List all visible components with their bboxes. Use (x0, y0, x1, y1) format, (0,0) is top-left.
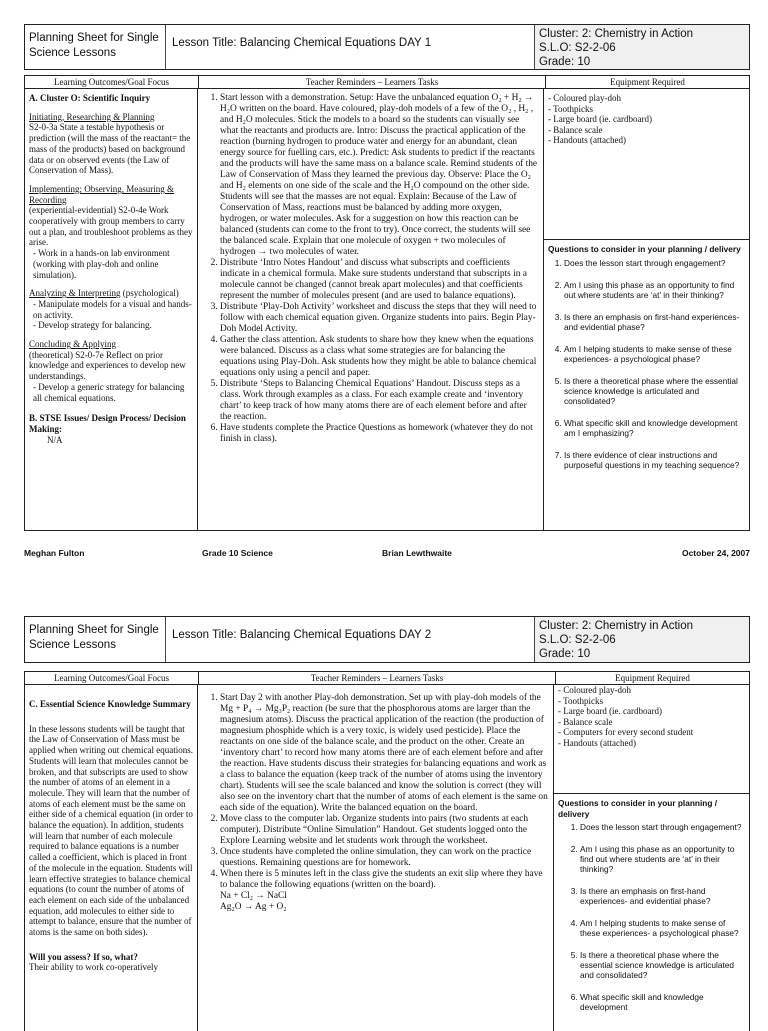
grade-label: Grade: 10 (539, 648, 591, 660)
equipment-item: - Handouts (attached) (558, 737, 636, 748)
sheet-body (24, 671, 750, 1031)
section-b-value: N/A (47, 434, 63, 445)
analyzing-heading: Analyzing & Interpreting (29, 288, 121, 299)
question-item: 4. Am I helping students to make sense of these experiences- a psychological phase? (564, 344, 745, 364)
equipment-item: - Coloured play-doh (548, 93, 621, 103)
tasks-column (198, 685, 554, 1031)
equipment-item: - Large board (ie. cardboard) (558, 706, 663, 716)
col-head-equipment: Equipment Required (610, 77, 685, 87)
planning-sheet-day1 (24, 24, 750, 558)
divider (544, 239, 749, 240)
question-item: 2. Am I using this phase as an opportunity to find out where students are ‘at’ in their thinking? (564, 280, 745, 300)
question-item: 5. Is there a theoretical phase where the essential science knowledge is articulated and consolidated? (564, 376, 745, 406)
task-item: 2. Move class to the computer lab. Organize students into pairs (two students at each computer). Distribute “Online Simulation” Handout. Get students logged onto the Explore Learning website and let students work through the worksheet. (220, 814, 549, 847)
assess-heading: Will you assess? If so, what? (29, 951, 138, 962)
equipment-item: - Handouts (attached) (548, 135, 626, 145)
equipment-item: - Toothpicks (548, 103, 593, 114)
task-item: 1. Start lesson with a demonstration. Setup: Have the unbalanced equation O₂ + H₂ → H₂O written on the board. Have coloured, play-doh models of a few of the O₂ , H₂ , and H₂O molecules. Stick the models to a board so the students can visually see what the reactants and products are. Intro: Discuss the practical application of the reaction (burning hydrogen to produce water and energy for an abundant, clean energy source for fuelling cars, etc.). Predict: Ask students to predict if the reactants and the products will have the same mass on a balance scale. Remind students of the Law of Conservation of Mass they learned the previous day. Observe: Place the O₂ and H₂ elements on one side of the scale and the H₂O compound on the other side. Students will see that the masses are not equal. Explain: Because of the Law of Conservation of Mass, reactions must be balanced by adding more oxygen, hydrogen, or water molecules. Ask for a suggestion on how this reaction can be balanced (students can come to the front to try). Once correct, the students will see the balanced scale. Explain that one molecule of oxygen + two molecules of hydrogen → two molecules of water. (220, 93, 539, 258)
exit-equation: Na + Cl₂ → NaCl (220, 891, 287, 901)
question-item: 7. Is there evidence of clear instructions and purposeful questions in my teaching sequence? (564, 450, 745, 470)
footer-author: Meghan Fulton (24, 548, 85, 558)
concluding-bullet: - Develop a generic strategy for balancing all chemical equations. (33, 381, 185, 403)
sheet-body (24, 75, 750, 531)
question-item: 4. Am I helping students to make sense of these experiences- a psychological phase? (580, 918, 745, 938)
grade-label: Grade: 10 (539, 56, 591, 68)
question-item: 6. What specific skill and knowledge development am I emphasizing? (564, 418, 745, 438)
outcomes-column (25, 89, 198, 531)
implementing-heading: Implementing; Observing, Measuring & Recording (29, 183, 174, 205)
col-head-outcomes: Learning Outcomes/Goal Focus (25, 76, 199, 88)
knowledge-summary: In these lessons students will be taught that the Law of Conservation of Mass must be applied when writing out chemical equations. Students will learn that molecules cannot be broken, and that subscripts are used to show the number of atoms of an element in a molecule. They will learn that the number of atoms of each element must be the same on either side of a chemical equation (in order to balance the equation). In addition, students will learn that number of each molecule required to balance equations is a number called a coefficient, which is placed in front of the molecule in the equation. Students will learn effective strategies to balance chemical equations (to count the number of atoms of each element on each side of the unbalanced equation, add molecules to either side to attempt to balance, ensure that the number of atoms is the same on both sides). (29, 723, 193, 938)
footer-course: Grade 10 Science (202, 548, 273, 558)
column-headers (25, 76, 749, 89)
equipment-item: - Computers for every second student (558, 727, 694, 737)
implementing-text: (experiential-evidential) S2-0-4e Work cooperatively with group members to carry out a plan, and troubleshoot problems as they arise. (29, 205, 193, 248)
section-c-heading: C. Essential Science Knowledge Summary (29, 699, 191, 709)
equipment-list (548, 93, 745, 235)
task-list (202, 93, 539, 445)
analyzing-tag: (psychological) (122, 288, 179, 299)
footer-teacher: Brian Lewthwaite (382, 548, 452, 558)
col-head-equipment: Equipment Required (615, 673, 690, 683)
equipment-item: - Toothpicks (558, 695, 603, 706)
task-item: 1. Start Day 2 with another Play-doh demonstration. Set up with play-doh models of the Mg + P₄ → Mg₃P₂ reaction (be sure that the phosphorous atoms are larger than the magnesium atoms). Discuss the practical application of the reaction (the production of magnesium phosphide which is a very toxic, is widely used pesticide). Place the reactants on one side of the balance scale, and the product on the other. Create an ‘inventory chart’ to record how many atoms there are of each element before and after the reaction. Have students discuss their strategies for balancing equations and work as a class to balance the equation (keep track of the number of atoms using the inventory chart). Students will see the scale balanced and know the solution is correct (they will also see on the inventory chart that the number of atoms of each element is the same on each side of the equation). Write the balanced equation on the board. (220, 693, 549, 814)
cluster-label: Cluster: 2: Chemistry in Action (539, 28, 694, 40)
cluster-label: Cluster: 2: Chemistry in Action (539, 620, 694, 632)
sheet-title: Planning Sheet for Single Science Lessons (25, 617, 166, 662)
outcomes-column (25, 685, 198, 1031)
cluster-info (535, 617, 749, 662)
task-item: 4. When there is 5 minutes left in the class give the students an exit slip where they have to balance the following equations (written on the board). (220, 869, 549, 891)
lesson-title: Lesson Title: Balancing Chemical Equations DAY 2 (166, 617, 535, 662)
sheet-header (24, 616, 750, 663)
irp-text: S2-0-3a State a testable hypothesis or prediction (will the mass of the reactant= the mass of the products) based on background data or on observed events (the Law of Conservation of Mass). (29, 122, 191, 176)
lesson-title: Lesson Title: Balancing Chemical Equations DAY 1 (166, 25, 535, 69)
assess-text: Their ability to work co-operatively (29, 962, 158, 973)
question-item: 1. Does the lesson start through engagement? (580, 822, 745, 832)
task-item: 3. Distribute ‘Play-Doh Activity’ worksheet and discuss the steps that they will need to follow with each chemical equation given. Organize students into pairs. Begin Play-Doh Model Activity. (220, 302, 539, 335)
questions-heading: Questions to consider in your planning / delivery (548, 244, 741, 254)
tasks-column (198, 89, 544, 531)
equipment-item: - Large board (ie. cardboard) (548, 114, 653, 124)
equipment-item: - Coloured play-doh (558, 685, 631, 695)
equipment-item: - Balance scale (558, 716, 613, 727)
sheet-header (24, 24, 750, 70)
column-headers (25, 672, 749, 685)
questions-list (558, 822, 745, 1012)
task-item: 4. Gather the class attention. Ask students to share how they knew when the equations were balanced. Discuss as a class what some strategies are for balancing the equations using Play-Doh. Ask students how they might be able to balance chemical equations only using a pencil and paper. (220, 335, 539, 379)
slo-label: S.L.O: S2-2-06 (539, 634, 616, 646)
task-item: 2. Distribute ‘Intro Notes Handout’ and discuss what subscripts and coefficients indicate in a chemical formula. Make sure students understand that subscripts in a molecule cannot be changed (cannot break apart molecules) and that coefficients represent the number of molecules present (and are used to balance equations). (220, 258, 539, 302)
concluding-heading: Concluding & Applying (29, 339, 117, 350)
implementing-bullet: - Work in a hands-on lab environment (working with play-doh and online simulation). (33, 248, 170, 280)
question-item: 5. Is there a theoretical phase where the essential science knowledge is articulated and consolidated? (580, 950, 745, 980)
cluster-info (535, 25, 749, 69)
analyzing-bullet-2: - Develop strategy for balancing. (33, 320, 152, 331)
footer-date: October 24, 2007 (681, 548, 750, 558)
question-item: 3. Is there an emphasis on first-hand experiences- and evidential phase? (564, 312, 745, 332)
questions-heading: Questions to consider in your planning / delivery (558, 798, 718, 819)
exit-equation: Ag₂O → Ag + O₂ (220, 902, 287, 912)
planning-sheet-day2 (24, 616, 750, 1031)
col-head-tasks: Teacher Reminders – Learners Tasks (199, 76, 546, 88)
question-item: 6. What specific skill and knowledge development (580, 992, 745, 1012)
divider (554, 793, 749, 794)
equipment-column (554, 685, 749, 1031)
question-item: 3. Is there an emphasis on first-hand experiences- and evidential phase? (580, 886, 745, 906)
col-head-outcomes: Learning Outcomes/Goal Focus (25, 672, 199, 684)
sheet-title: Planning Sheet for Single Science Lessons (25, 25, 166, 69)
question-item: 1. Does the lesson start through engagement? (564, 258, 745, 268)
task-item: 5. Distribute ‘Steps to Balancing Chemical Equations’ Handout. Discuss steps as a class. Work through examples as a class. For each example create and ‘inventory chart’ to keep track of how many atoms there are of each element before and after the reaction. (220, 379, 539, 423)
irp-heading: Initiating, Researching & Planning (29, 111, 155, 122)
equipment-column (544, 89, 749, 531)
question-item: 2. Am I using this phase as an opportunity to find out where students are ‘at’ in their thinking? (580, 844, 745, 874)
task-item: 3. Once students have completed the online simulation, they can work on the practice questions. Remaining questions are for homework. (220, 847, 549, 869)
slo-label: S.L.O: S2-2-06 (539, 42, 616, 54)
equipment-item: - Balance scale (548, 124, 603, 135)
section-b-heading: B. STSE Issues/ Design Process/ Decision Making: (29, 413, 186, 434)
section-a-heading: A. Cluster O: Scientific Inquiry (29, 93, 151, 103)
task-item: 6. Have students complete the Practice Questions as homework (whatever they do not finish in class). (220, 423, 539, 445)
questions-list (548, 258, 745, 470)
col-head-tasks: Teacher Reminders – Learners Tasks (199, 672, 556, 684)
concluding-text: (theoretical) S2-0-7e Reflect on prior knowledge and experiences to develop new understandings. (29, 349, 186, 382)
task-list (202, 693, 549, 891)
equipment-list (558, 685, 745, 789)
analyzing-bullet-1: - Manipulate models for a visual and hands-on activity. (33, 298, 192, 320)
